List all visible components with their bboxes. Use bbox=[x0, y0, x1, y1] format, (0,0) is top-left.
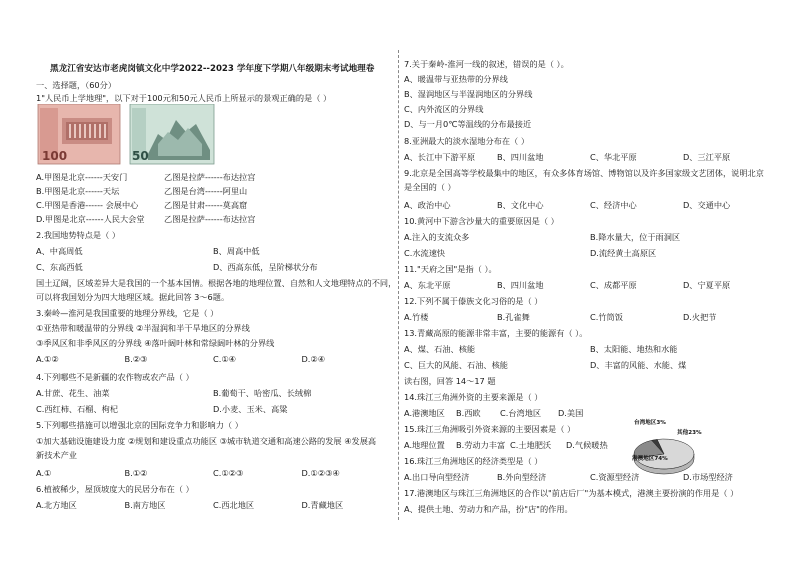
q2-option-a[interactable]: A、中高周低 bbox=[36, 246, 83, 256]
q1-option-a-right[interactable]: 乙图是拉萨------布达拉宫 bbox=[164, 172, 256, 182]
q15-option-b[interactable]: B.劳动力丰富 bbox=[456, 440, 506, 450]
question-13: 13.青藏高原的能源非常丰富，主要的能源有（ ）。 bbox=[404, 328, 588, 338]
q6-option-b[interactable]: B.南方地区 bbox=[124, 500, 166, 510]
q14-option-a[interactable]: A.港澳地区 bbox=[404, 408, 445, 418]
q1-option-c-left[interactable]: C.甲图是香港------ 会展中心 bbox=[36, 200, 139, 210]
q2-option-d[interactable]: D、西高东低，呈阶梯状分布 bbox=[213, 262, 318, 272]
q2-options-row2 bbox=[36, 262, 390, 272]
q12-option-c[interactable]: C.竹筒饭 bbox=[590, 312, 623, 322]
q5-option-b[interactable]: B.①② bbox=[124, 468, 148, 478]
q5-option-d[interactable]: D.①②③④ bbox=[301, 468, 340, 478]
q8-option-d[interactable]: D、三江平原 bbox=[683, 152, 731, 162]
passage-line-1: 国土辽阔，区域差异大是我国的一个基本国情。根据各地的地理位置、自然和人文地理特点的不同， bbox=[36, 278, 397, 288]
banknote-100-image bbox=[38, 104, 120, 164]
banknote-images bbox=[36, 104, 216, 168]
q7-option-d[interactable]: D、与一月0℃等温线的分布最接近 bbox=[404, 119, 532, 129]
q3-option-b[interactable]: B.②③ bbox=[124, 354, 148, 364]
q17-option-a[interactable]: A、提供土地、劳动力和产品，扮"店"的作用。 bbox=[404, 504, 573, 514]
pie-label-taiwan: 台湾地区3% bbox=[634, 420, 666, 426]
q13-option-d[interactable]: D、丰富的风能、水能、煤 bbox=[590, 360, 687, 370]
q14-option-b[interactable]: B.西欧 bbox=[456, 408, 481, 418]
q4-option-d[interactable]: D.小麦、玉米、高粱 bbox=[213, 404, 288, 414]
question-9-line-1: 9.北京是全国高等学校最集中的地区，有众多体育场馆、博物馆以及许多国家级文艺团体，说明北京 bbox=[404, 168, 764, 178]
question-2: 2.我国地势特点是（ ） bbox=[36, 230, 121, 240]
q14-option-c[interactable]: C.台湾地区 bbox=[500, 408, 542, 418]
q4-option-b[interactable]: B.葡萄干、哈密瓜、长绒棉 bbox=[213, 388, 312, 398]
question-1: 1"人民币上学地理"，以下对于100元和50元人民币上所显示的景观正确的是（ ） bbox=[36, 93, 332, 103]
q1-option-d-left[interactable]: D.甲图是北京------人民大会堂 bbox=[36, 214, 145, 224]
q4-options-row1 bbox=[36, 388, 390, 398]
q12-option-b[interactable]: B.孔雀舞 bbox=[497, 312, 530, 322]
q11-option-d[interactable]: D、宁夏平原 bbox=[683, 280, 731, 290]
q16-option-c[interactable]: C.资源型经济 bbox=[590, 472, 640, 482]
q15-option-c[interactable]: C.土地肥沃 bbox=[510, 440, 552, 450]
question-16: 16.珠江三角洲地区的经济类型是（ ） bbox=[404, 456, 543, 466]
q8-option-b[interactable]: B、四川盆地 bbox=[497, 152, 544, 162]
q7-option-c[interactable]: C、内外流区的分界线 bbox=[404, 104, 484, 114]
q6-option-a[interactable]: A.北方地区 bbox=[36, 500, 77, 510]
passage-line-2: 可以将我国划分为四大地理区域。据此回答 3～6题。 bbox=[36, 292, 230, 302]
q3-option-c[interactable]: C.①④ bbox=[213, 354, 236, 364]
q2-option-c[interactable]: C、东高西低 bbox=[36, 262, 83, 272]
bill-100-label: 100 bbox=[42, 149, 68, 163]
exam-title: 黑龙江省安达市老虎岗镇文化中学2022--2023 学年度下学期八年级期末考试地理卷 bbox=[50, 64, 375, 74]
q8-options bbox=[404, 152, 776, 162]
q10-options-row2 bbox=[404, 248, 776, 258]
question-4: 4.下列哪些不是新疆的农作物或农产品（ ） bbox=[36, 372, 194, 382]
q5-option-c[interactable]: C.①②③ bbox=[213, 468, 244, 478]
q8-option-c[interactable]: C、华北平原 bbox=[590, 152, 637, 162]
q4-option-a[interactable]: A.甘蔗、花生、油菜 bbox=[36, 388, 110, 398]
q13-option-b[interactable]: B、太阳能、地热和水能 bbox=[590, 344, 678, 354]
q6-options bbox=[36, 500, 390, 510]
q2-option-b[interactable]: B、周高中低 bbox=[213, 246, 260, 256]
q14-option-d[interactable]: D.美国 bbox=[558, 408, 584, 418]
q9-option-d[interactable]: D、交通中心 bbox=[683, 200, 731, 210]
q16-options bbox=[404, 472, 776, 482]
q12-option-d[interactable]: D.火把节 bbox=[683, 312, 717, 322]
q7-option-b[interactable]: B、湿润地区与半湿润地区的分界线 bbox=[404, 89, 533, 99]
section-heading: 一、选择题，（60分） bbox=[36, 80, 117, 90]
q3-statement-2: ③季风区和非季风区的分界线 ④落叶阔叶林和常绿阔叶林的分界线 bbox=[36, 338, 275, 348]
q1-option-c-right[interactable]: 乙图是甘肃------莫高窟 bbox=[164, 200, 248, 210]
q1-option-b-left[interactable]: B.甲图是北京------天坛 bbox=[36, 186, 120, 196]
q12-option-a[interactable]: A.竹楼 bbox=[404, 312, 429, 322]
banknote-50-image bbox=[130, 104, 214, 164]
q16-option-b[interactable]: B.外向型经济 bbox=[497, 472, 547, 482]
question-8: 8.亚洲最大的淡水湿地分布在（ ） bbox=[404, 136, 530, 146]
q5-statement-1: ①加大基础设施建设力度 ②规划和建设重点功能区 ③城市轨道交通和高速公路的发展 ④发展高 bbox=[36, 436, 377, 446]
q11-options bbox=[404, 280, 776, 290]
question-6: 6.植被稀少，屋顶坡度大的民居分布在（ ） bbox=[36, 484, 194, 494]
q3-statement-1: ①亚热带和暖温带的分界线 ②半湿润和半干旱地区的分界线 bbox=[36, 323, 250, 333]
q5-statement-2: 新技术产业 bbox=[36, 450, 77, 460]
q15-option-a[interactable]: A.地理位置 bbox=[404, 440, 445, 450]
pie-label-other: 其他23% bbox=[677, 430, 702, 436]
q1-option-a-left[interactable]: A.甲图是北京------天安门 bbox=[36, 172, 128, 182]
q10-option-c[interactable]: C.水流速快 bbox=[404, 248, 446, 258]
question-3: 3.秦岭—淮河是我国重要的地理分界线，它是（ ） bbox=[36, 308, 219, 318]
q12-options bbox=[404, 312, 776, 322]
q16-option-a[interactable]: A.出口导向型经济 bbox=[404, 472, 470, 482]
question-11: 11."天府之国"是指（ ）。 bbox=[404, 264, 497, 274]
q9-option-b[interactable]: B、文化中心 bbox=[497, 200, 544, 210]
q13-option-a[interactable]: A、煤、石油、核能 bbox=[404, 344, 476, 354]
question-10: 10.黄河中下游含沙量大的重要原因是（ ） bbox=[404, 216, 559, 226]
q1-option-b-right[interactable]: 乙图是台湾------阿里山 bbox=[164, 186, 248, 196]
q10-option-d[interactable]: D.流经黄土高原区 bbox=[590, 248, 657, 258]
q5-option-a[interactable]: A.① bbox=[36, 468, 52, 478]
q10-options-row1 bbox=[404, 232, 776, 242]
q4-options-row2 bbox=[36, 404, 390, 414]
q13-option-c[interactable]: C、巨大的风能、石油、核能 bbox=[404, 360, 508, 370]
bill-50-label: 50 bbox=[132, 149, 149, 163]
q4-option-c[interactable]: C.西红柿、石榴、枸杞 bbox=[36, 404, 119, 414]
q8-option-a[interactable]: A、长江中下游平原 bbox=[404, 152, 476, 162]
q5-options bbox=[36, 468, 390, 478]
q9-option-c[interactable]: C、经济中心 bbox=[590, 200, 637, 210]
q10-option-a[interactable]: A.注入的支流众多 bbox=[404, 232, 470, 242]
q6-option-d[interactable]: D.青藏地区 bbox=[301, 500, 344, 510]
question-17: 17.港澳地区与珠江三角洲地区的合作以"前店后厂"为基本模式，港澳主要扮演的作用是（ ） bbox=[404, 488, 739, 498]
column-divider bbox=[398, 50, 399, 520]
question-7: 7.关于秦岭-淮河一线的叙述，错误的是（ ）。 bbox=[404, 59, 569, 69]
question-14: 14.珠江三角洲外资的主要来源是（ ） bbox=[404, 392, 543, 402]
q11-option-a[interactable]: A、东北平原 bbox=[404, 280, 451, 290]
q2-options-row1 bbox=[36, 246, 390, 256]
q3-option-a[interactable]: A.①② bbox=[36, 354, 59, 364]
q3-options bbox=[36, 354, 390, 364]
question-12: 12.下列不属于傣族文化习俗的是（ ） bbox=[404, 296, 543, 306]
group-intro: 读右图，回答 14～17 题 bbox=[404, 376, 496, 386]
foreign-capital-pie-chart bbox=[614, 416, 704, 478]
q3-option-d[interactable]: D.②④ bbox=[301, 354, 326, 364]
q9-option-a[interactable]: A、政治中心 bbox=[404, 200, 451, 210]
question-9-line-2: 是全国的（ ） bbox=[404, 182, 456, 192]
q9-options bbox=[404, 200, 776, 210]
q16-option-d[interactable]: D.市场型经济 bbox=[683, 472, 733, 482]
q10-option-b[interactable]: B.降水量大，位于雨洞区 bbox=[590, 232, 681, 242]
pie-label-hk-macao: 港澳地区74% bbox=[632, 456, 668, 462]
q6-option-c[interactable]: C.西北地区 bbox=[213, 500, 255, 510]
q11-option-b[interactable]: B、四川盆地 bbox=[497, 280, 544, 290]
question-5: 5.下列哪些措施可以增强北京的国际竞争力和影响力（ ） bbox=[36, 420, 243, 430]
q7-option-a[interactable]: A、暖温带与亚热带的分界线 bbox=[404, 74, 508, 84]
q13-options-row2 bbox=[404, 360, 776, 370]
q1-option-d-right[interactable]: 乙图是拉萨------布达拉宫 bbox=[164, 214, 256, 224]
q11-option-c[interactable]: C、成都平原 bbox=[590, 280, 637, 290]
question-15: 15.珠江三角洲吸引外资来源的主要因素是（ ） bbox=[404, 424, 576, 434]
q15-option-d[interactable]: D.气候暖热 bbox=[566, 440, 608, 450]
q13-options-row1 bbox=[404, 344, 776, 354]
